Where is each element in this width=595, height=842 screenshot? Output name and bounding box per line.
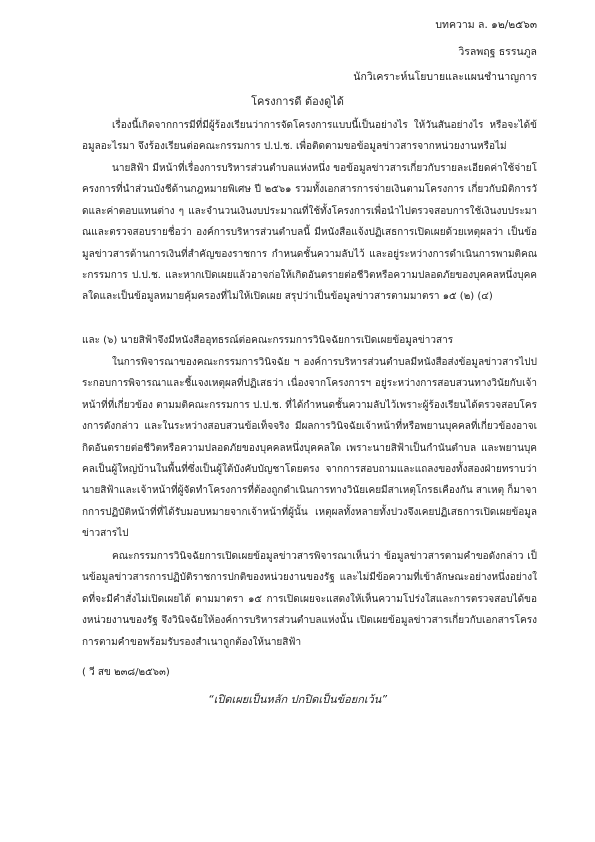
author-title: นักวิเคราะห์นโยบายและแผนชำนาญการ <box>353 71 537 83</box>
document-title: โครงการดี ต้องดูได้ <box>251 95 344 108</box>
paragraph-appeal: และ (๖) นายสิฟ้าจึงมีหนังสืออุทธรณ์ต่อคณะกรรมการวินิจฉัยการเปิดเผยข้อมูลข่าวสาร <box>82 335 454 346</box>
paragraph-request: นายสิฟ้า มีหน้าที่เรื่องการบริหารส่วนตำบลแห่งหนึ่ง ขอข้อมูลข่าวสารเกี่ยวกับรายละเอียดค่าใช้จ่ายโครงการที่นำส่วนบังชีด้านกฎหมายพิเศษ ปี ๒๕๖๑ รวมทั้งเอกสารการจ่ายเงินตามโครงการ เกี่ยวกับมิติการวัดและค่าตอบแทนต่าง ๆ และจำนวนเงินงบประมาณที่ใช้ทั้งโครงการเพื่อนำไปตรวจสอบการใช้เงินงบประมาณและตรวจสอบรายชื่อว่า องค์การบริหารส่วนตำบลนี้ มีหนังสือแจ้งปฏิเสธการเปิดเผยด้วยเหตุผลว่า เป็นข้อมูลข่าวสารด้านการเงินที่สำคัญของราชการ กำหนดชั้นความลับไว้ และอยู่ระหว่างการดำเนินการพามติคณะกรรมการ ป.ป.ช. และหากเปิดเผยแล้วอาจก่อให้เกิดอันตรายต่อชีวิตหรือความปลอดภัยของบุคคลหนึ่งบุคคลใดและเป็นข้อมูลหมายคุ้มครองที่ไม่ให้เปิดเผย สรุปว่าเป็นข้อมูลข่าวสารตามมาตรา ๑๕ (๒) (๔) <box>82 163 537 303</box>
paragraph-consideration: ในการพิจารณาของคณะกรรมการวินิจฉัย ฯ องค์การบริหารส่วนตำบลมีหนังสือส่งข้อมูลข่าวสารไปประกอบการพิจารณาและชี้แจงเหตุผลที่ปฏิเสธว่า เนื่องจากโครงการฯ อยู่ระหว่างการสอบสวนทางวินัยกับเจ้าหน้าที่ที่เกี่ยวข้อง ตามมติคณะกรรมการ ป.ป.ช. ที่ได้กำหนดชั้นความลับไว้เพราะผู้ร้องเรียนได้ตรวจสอบโครงการดังกล่าว และในระหว่างสอบสวนข้อเท็จจริง มีผลการวินิจฉัยเจ้าหน้าที่หรือพยานบุคคลที่เกี่ยวข้องอาจเกิดอันตรายต่อชีวิตหรือความปลอดภัยของบุคคลหนึ่งบุคคลใด เพราะนายสิฟ้าเป็นกำนันตำบล และพยานบุคคลเป็นผู้ใหญ่บ้านในพื้นที่ซึ่งเป็นผู้ใต้บังคับบัญชาโดยตรง จากการสอบถามและแถลงของทั้งสองฝ่ายทราบว่านายสิฟ้าและเจ้าหน้าที่ผู้จัดทำโครงการที่ต้องถูกดำเนินการทางวินัยเคยมีสาเหตุโกรธเคืองกัน สาเหตุ ก็มาจากการปฏิบัติหน้าที่ที่ได้รับมอบหมายจากเจ้าหน้าที่ผู้นั้น เหตุผลทั้งหลายทั้งปวงจึงเคยปฏิเสธการเปิดเผยข้อมูลข่าวสารไป <box>82 357 537 540</box>
author-name: วิรลพฤฐ ธรรนภูล <box>458 46 537 58</box>
motto: “เปิดเผยเป็นหลัก ปกปิดเป็นข้อยกเว้น” <box>207 693 388 706</box>
file-number: บทความ ล. ๑๒/๒๕๖๓ <box>435 19 537 31</box>
paragraph-ruling: คณะกรรมการวินิจฉัยการเปิดเผยข้อมูลข่าวสารพิจารณาเห็นว่า ข้อมูลข่าวสารตามคำขอดังกล่าว เป็นข้อมูลข่าวสารการปฏิบัติราชการปกติของหน่วยงานของรัฐ และไม่มีข้อความที่เข้าลักษณะอย่างหนึ่งอย่างใดที่จะมีคำสั่งไม่เปิดเผยได้ ตามมาตรา ๑๕ การเปิดเผยจะแสดงให้เห็นความโปร่งใสและการตรวจสอบได้ของหน่วยงานของรัฐ จึงวินิจฉัยให้องค์การบริหารส่วนตำบลแห่งนั้น เปิดเผยข้อมูลข่าวสารเกี่ยวกับเอกสารโครงการตามคำขอพร้อมรับรองสำเนาถูกต้องให้นายสิฟ้า <box>82 551 537 648</box>
paragraph-intro: เรื่องนี้เกิดจากการมีที่มีผู้ร้องเรียนว่าการจัดโครงการแบบนี้เป็นอย่างไร ให้วันสันอย่างไร หรือจะได้ข้อมูลอะไรมา จึงร้องเรียนต่อคณะกรรมการ ป.ป.ช. เพื่อติดตามขอข้อมูลข่าวสารจากหน่วยงานหรือไม่ <box>82 120 537 153</box>
case-reference: ( วี สข ๒๓๘/๒๕๖๓) <box>82 667 170 678</box>
